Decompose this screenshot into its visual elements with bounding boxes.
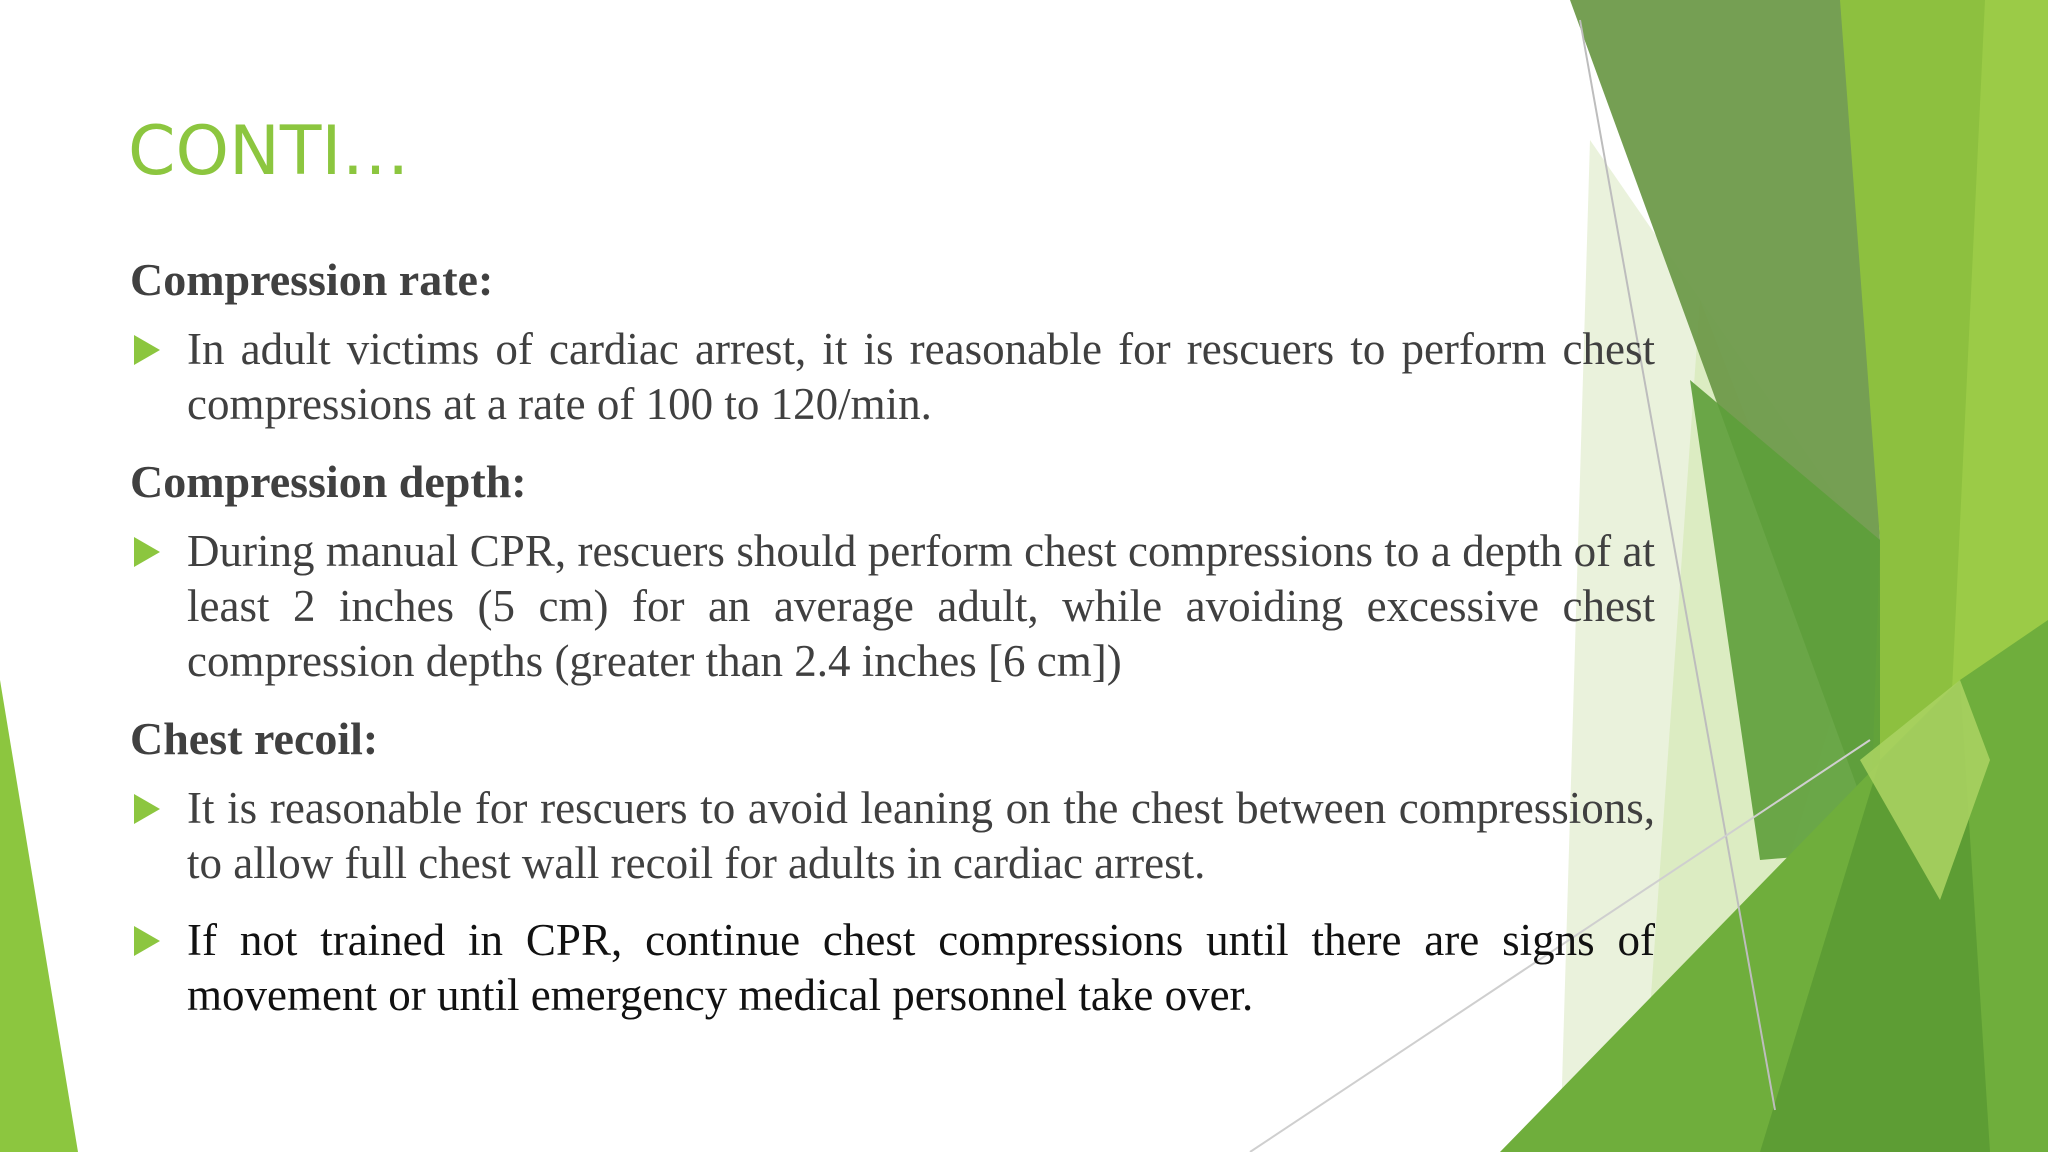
bullet-text: If not trained in CPR, continue chest compressions until there are signs of movement or until emergency medical personnel take over. (187, 915, 1655, 1020)
bullet-chest-recoil (130, 781, 1655, 891)
section-heading-compression-depth: Compression depth: (130, 456, 527, 507)
slide-title: CONTI… (128, 112, 410, 191)
slide-content (130, 252, 1655, 1045)
bullet-arrow-icon (134, 926, 160, 956)
bullet-compression-depth (130, 524, 1655, 689)
section-heading-compression-rate: Compression rate: (130, 254, 494, 305)
bullet-arrow-icon (134, 335, 160, 365)
shape-left-sliver (0, 680, 78, 1152)
bullet-text: In adult victims of cardiac arrest, it is reasonable for rescuers to perform chest compressions at a rate of 100 to 120/min. (187, 324, 1655, 429)
bullet-text: It is reasonable for rescuers to avoid leaning on the chest between compressions, to allow full chest wall recoil for adults in cardiac arrest. (187, 783, 1655, 888)
bullet-not-trained (130, 913, 1655, 1023)
section-heading-chest-recoil: Chest recoil: (130, 713, 379, 764)
bullet-arrow-icon (134, 537, 160, 567)
bullet-compression-rate (130, 322, 1655, 432)
bullet-text: During manual CPR, rescuers should perform chest compressions to a depth of at least 2 inches (5 cm) for an average adult, while avoiding excessive chest compression depths (greater than 2.4 inches [6 cm]) (187, 526, 1655, 686)
bullet-arrow-icon (134, 794, 160, 824)
